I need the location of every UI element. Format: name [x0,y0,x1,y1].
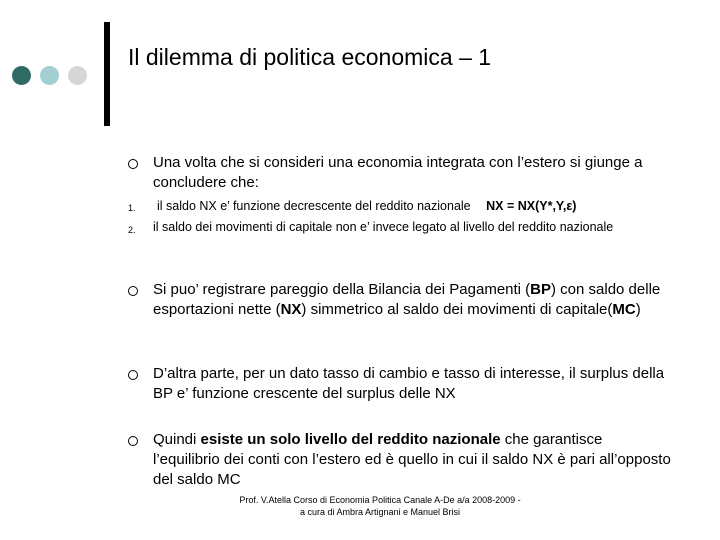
intro-paragraph: Una volta che si consideri una economia integrata con l’estero si giunge a concludere che: [153,154,643,191]
mc-abbrev: MC [612,301,636,318]
surplus-paragraph: D’altra parte, per un dato tasso di cambio e tasso di interesse, il surplus della BP e’ funzione crescente del surplus delle NX [153,365,665,402]
decor-dot-dark [12,66,31,85]
nx-formula: NX = NX(Y*,Y,ε) [486,199,577,213]
bullet-icon [128,436,138,446]
bp-abbrev: BP [530,281,552,298]
decor-dot-grey [68,66,87,85]
numbered-item-1-text: il saldo NX e’ funzione decrescente del reddito nazionale [157,199,471,213]
key-phrase: esiste un solo livello del reddito nazionale [200,431,501,448]
bp-paragraph: Si puo’ registrare pareggio della Bilancia dei Pagamenti (BP) con saldo delle esportazioni nette (NX) simmetrico al saldo dei movimenti di capitale(MC) [153,281,661,318]
bullet-icon [128,370,138,380]
slide-footer [200,494,560,518]
conclusion-paragraph: Quindi esiste un solo livello del reddito nazionale che garantisce l’equilibrio dei conti con l’estero ed è quello in cui il saldo NX è pari all’opposto del saldo MC [153,431,671,488]
bullet-icon [128,159,138,169]
decor-dot-light [40,66,59,85]
nx-abbrev: NX [280,301,302,318]
numbered-item-2: il saldo dei movimenti di capitale non e’ invece legato al livello del reddito nazionale [153,220,614,234]
footer-credit: Prof. V.Atella Corso di Economia Politica Canale A-De a/a 2008-2009 - [239,495,521,505]
list-number: 2. [128,225,136,235]
list-number: 1. [128,203,136,213]
numbered-item-1 [153,198,673,215]
title-divider [104,22,110,126]
footer-authors: a cura di Ambra Artignani e Manuel Brisi [299,507,461,517]
bullet-icon [128,286,138,296]
slide-title: Il dilemma di politica economica – 1 [128,44,492,70]
